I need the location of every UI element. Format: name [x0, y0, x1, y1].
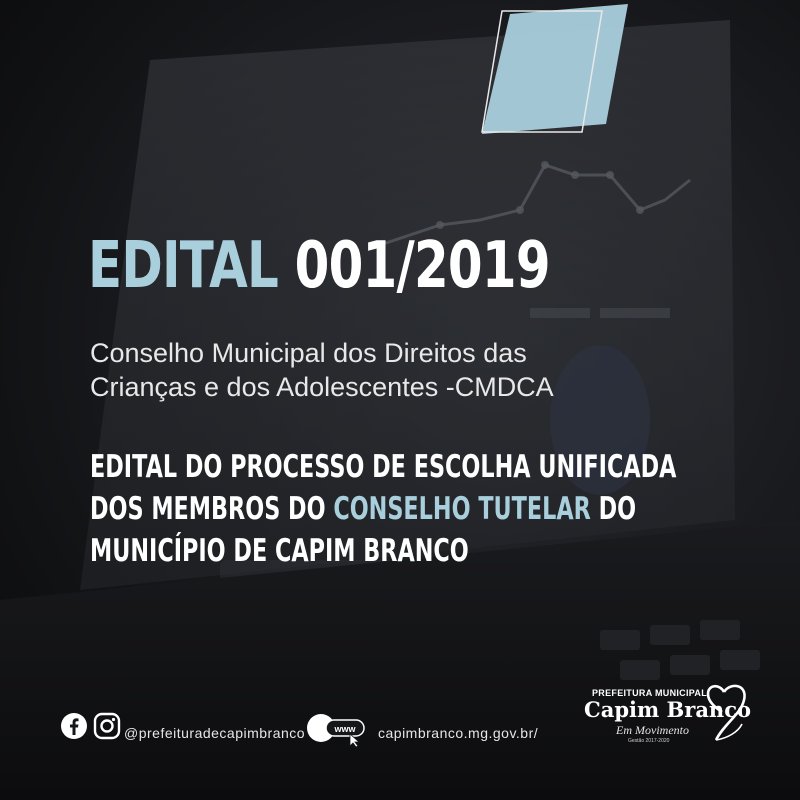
- social-icons: [60, 710, 122, 742]
- logo-line-2: Capim Branco: [584, 697, 751, 722]
- headline: [90, 446, 676, 572]
- headline-line-1: EDITAL DO PROCESSO DE ESCOLHA UNIFICADA: [90, 449, 677, 485]
- www-label: www: [334, 724, 356, 734]
- logo-line-3: Em Movimento: [616, 723, 689, 737]
- subtitle: [90, 336, 554, 404]
- headline-line-2-pre: DOS MEMBROS DO: [90, 491, 334, 527]
- title-number: 001/2019: [294, 229, 550, 303]
- website-link[interactable]: capimbranco.mg.gov.br/: [378, 725, 539, 741]
- subtitle-line-2: Crianças e dos Adolescentes -CMDCA: [90, 372, 554, 402]
- logo-line-1: PREFEITURA MUNICIPAL: [592, 688, 707, 698]
- headline-line-2-post: DO: [590, 491, 637, 527]
- headline-highlight: CONSELHO TUTELAR: [333, 491, 591, 527]
- page-title: [88, 228, 550, 304]
- prefeitura-logo: [574, 680, 754, 752]
- website-globe-icon: [306, 712, 368, 748]
- headline-line-2: [90, 488, 676, 530]
- instagram-icon[interactable]: [92, 711, 122, 741]
- social-handle[interactable]: @prefeituradecapimbranco: [124, 725, 306, 741]
- facebook-icon[interactable]: [60, 712, 88, 740]
- headline-line-3: MUNICÍPIO DE CAPIM BRANCO: [90, 533, 469, 569]
- logo-line-4: Gestão 2017-2020: [628, 738, 670, 744]
- subtitle-line-1: Conselho Municipal dos Direitos das: [90, 338, 527, 368]
- title-edital: EDITAL: [88, 229, 279, 303]
